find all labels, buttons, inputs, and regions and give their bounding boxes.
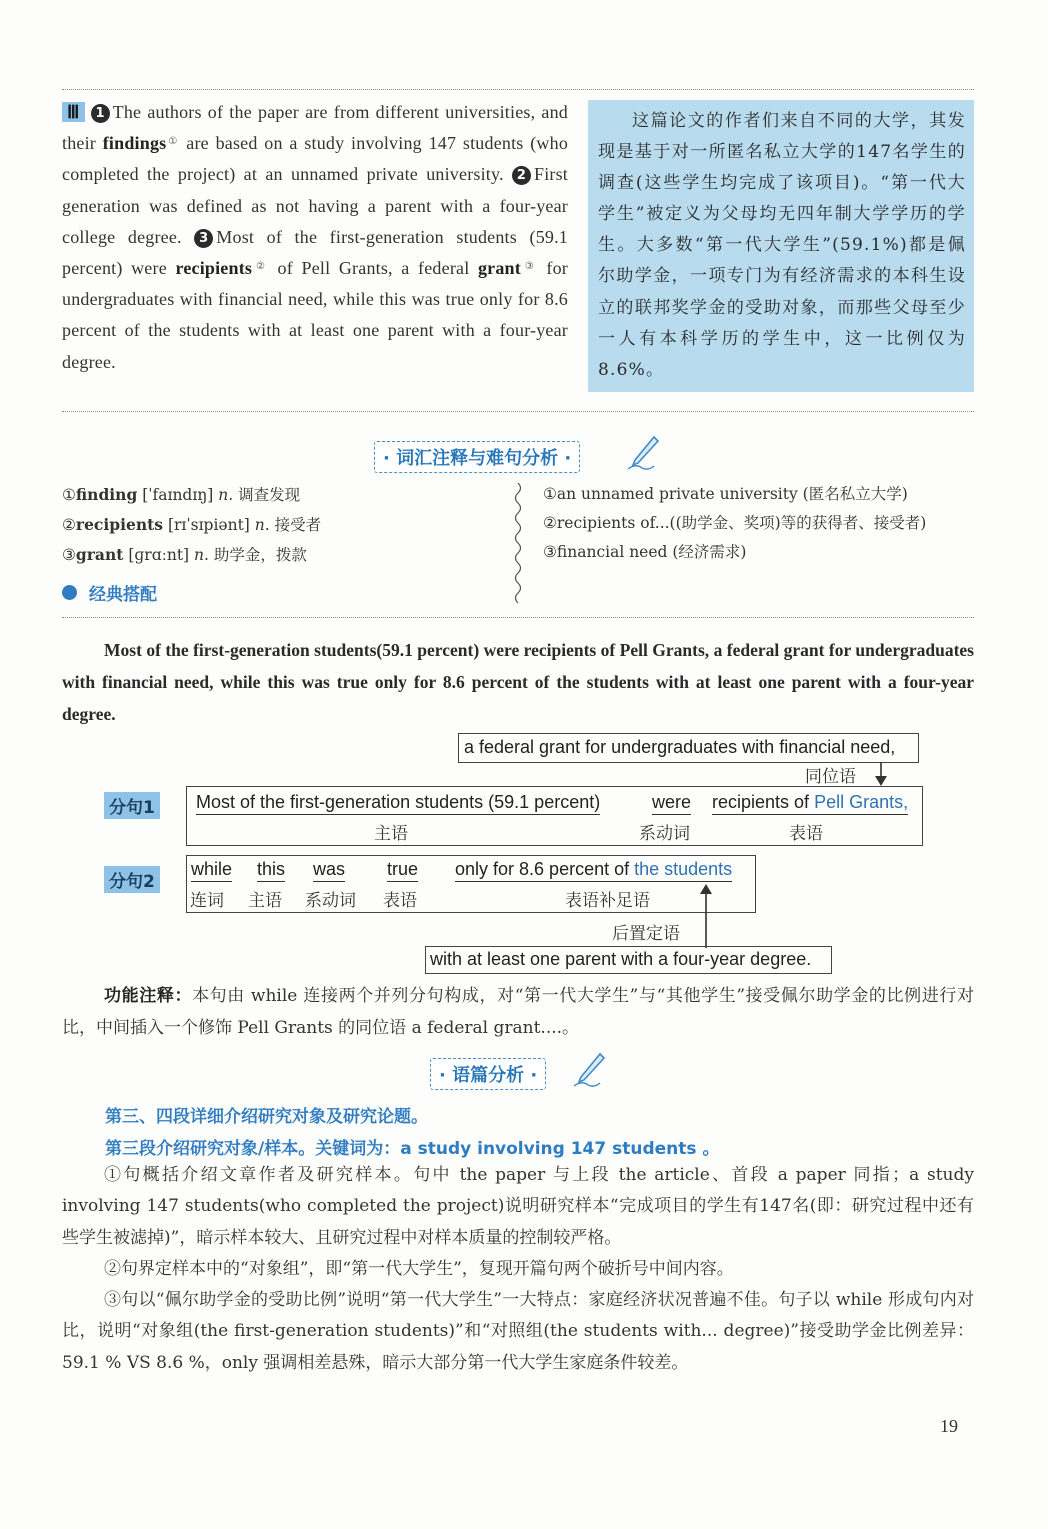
- footnote-marker: ③: [520, 261, 538, 273]
- sentence-3-text-cont: of Pell Grants, a federal: [269, 258, 478, 279]
- arrow-down-icon: [872, 762, 890, 788]
- sentence-1-text-cont: are based on a study involving 147 students (who completed the project) at an unnamed private university.: [62, 133, 569, 185]
- key-sentence: Most of the first-generation students(59.1 percent) were recipients of Pell Grants, a federal grant for undergraduates with financial need, while this was true only for 8.6 percent of the students with at least one parent with a four-year degree.: [62, 640, 974, 724]
- clause-2-conjunction: while: [191, 859, 232, 882]
- divider: [62, 617, 974, 618]
- appositive-text: a federal grant for undergraduates with financial need,: [464, 737, 896, 757]
- complement-label: 表语补足语: [565, 891, 650, 911]
- conjunction-label: 连词: [190, 891, 224, 911]
- analysis-block: [62, 1160, 974, 1379]
- divider-top: [62, 89, 974, 90]
- classic-collocation-heading: 经典搭配: [89, 585, 157, 605]
- analysis-paragraph: ③句以“佩尔助学金的受助比例”说明“第一代大学生”一大特点：家庭经济状况普遍不佳。句子以 while 形成句内对比，说明“对象组(the first-generation students)”和“对照组(the students with... degree)”接受助学金比例差异：59.1 % VS 8.6 %，only 强调相差悬殊，暗示大部分第一代大学生家庭条件较差。: [62, 1290, 974, 1373]
- vocab-list: [62, 480, 502, 570]
- analysis-paragraph: ②句界定样本中的“对象组”，即“第一代大学生”，复现开篇句两个破折号中间内容。: [104, 1258, 734, 1279]
- sentence-marker-3: 3: [194, 229, 213, 248]
- footnote-marker: ①: [166, 136, 180, 148]
- passage-paragraph: [62, 97, 568, 378]
- clause-2-label: 分句2: [104, 866, 160, 893]
- sentence-2-text: First generation was defined as not having a parent with a four-year college degree.: [62, 164, 568, 247]
- pen-icon: [570, 1050, 608, 1090]
- verb-label: 系动词: [639, 824, 690, 844]
- sentence-3-text-end: for undergraduates with financial need, while this was true only for 8.6 percent of the students with at least one parent with a four-year degree.: [62, 258, 569, 372]
- clause-2-subject: this: [257, 859, 285, 882]
- discourse-section-title: · 语篇分析 ·: [430, 1058, 546, 1090]
- clause-2-predicative: true: [387, 859, 418, 882]
- sentence-3-text: Most of the first-generation students (59.1 percent) were: [62, 226, 568, 279]
- vocab-word-recipients: recipients: [175, 258, 253, 279]
- vocab-item: ②recipients [rɪˈsɪpiənt] n. 接受者: [62, 515, 322, 534]
- function-note: [62, 980, 974, 1044]
- clause-2-complement: only for 8.6 percent of the students: [455, 859, 732, 882]
- sentence-marker-2: 2: [512, 166, 531, 185]
- vocab-word-findings: findings: [102, 133, 167, 154]
- sentence-marker-1: 1: [91, 104, 110, 123]
- phrase-item: ③financial need (经济需求): [543, 543, 747, 561]
- sentence-1-text: The authors of the paper are from different universities, and their: [62, 102, 568, 154]
- analysis-paragraph: ①句概括介绍文章作者及研究样本。句中 the paper 与上段 the article、首段 a paper 同指；a study involving 147 students(who completed the project)说明研究样本“完成项目的学生有147名(即：研究过程中还有些学生被滤掉)”，暗示样本较大、且研究过程中对样本质量的控制较严格。: [62, 1165, 974, 1248]
- clause-2-verb: was: [313, 859, 345, 882]
- appositive-label: 同位语: [805, 767, 856, 787]
- verb-label: 系动词: [305, 891, 356, 911]
- arrow-up-icon: [697, 882, 715, 948]
- translation-box: [588, 100, 974, 392]
- clause-1-label: 分句1: [104, 792, 160, 819]
- phrase-item: ①an unnamed private university (匿名私立大学): [543, 485, 908, 503]
- vocab-item: ①finding [ˈfaɪndɪŋ] n. 调查发现: [62, 485, 301, 504]
- bullet-dot-icon: [62, 585, 77, 600]
- postmodifier-text: with at least one parent with a four-year degree.: [430, 949, 812, 969]
- paragraph-number: Ⅲ: [62, 102, 85, 122]
- phrase-list: [543, 480, 973, 567]
- function-note-text: 本句由 while 连接两个并列分句构成，对“第一代大学生”与“其他学生”接受佩尔助学金的比例进行对比，中间插入一个修饰 Pell Grants 的同位语 a federal grant....。: [62, 986, 974, 1038]
- footnote-marker: ②: [252, 261, 269, 273]
- discourse-summary: 第三、四段详细介绍研究对象及研究论题。: [105, 1107, 428, 1127]
- function-note-label: 功能注释：: [104, 986, 193, 1006]
- phrase-item: ②recipients of...((助学金、奖项)等的获得者、接受者): [543, 514, 927, 532]
- postmodifier-label: 后置定语: [612, 924, 680, 944]
- divider: [62, 411, 974, 412]
- clause-1-subject: Most of the first-generation students (59.1 percent): [196, 792, 600, 815]
- vocab-item: ③grant [ɡrɑːnt] n. 助学金，拨款: [62, 545, 307, 564]
- page-number: 19: [940, 1416, 958, 1436]
- vocab-section-title: · 词汇注释与难句分析 ·: [374, 441, 580, 473]
- clause-1-predicative: recipients of Pell Grants,: [712, 792, 908, 815]
- pen-icon: [624, 433, 662, 473]
- discourse-keyword-line: 第三段介绍研究对象/样本。关键词为：a study involving 147 students 。: [105, 1139, 720, 1159]
- clause-1-verb: were: [652, 792, 691, 815]
- wavy-divider: [512, 483, 524, 605]
- predicative-label: 表语: [383, 891, 417, 911]
- subject-label: 主语: [248, 891, 282, 911]
- predicative-label: 表语: [789, 824, 823, 844]
- vocab-word-grant: grant: [477, 258, 521, 279]
- subject-label: 主语: [374, 824, 408, 844]
- translation-text: 这篇论文的作者们来自不同的大学，其发现是基于对一所匿名私立大学的147名学生的调查(这些学生均完成了该项目)。“第一代大学生”被定义为父母均无四年制大学学历的学生。大多数“第一代大学生”(59.1%)都是佩尔助学金，一项专门为有经济需求的本科生设立的联邦奖学金的受助对象，而那些父母至少一人有本科学历的学生中，这一比例仅为8.6%。: [598, 111, 966, 380]
